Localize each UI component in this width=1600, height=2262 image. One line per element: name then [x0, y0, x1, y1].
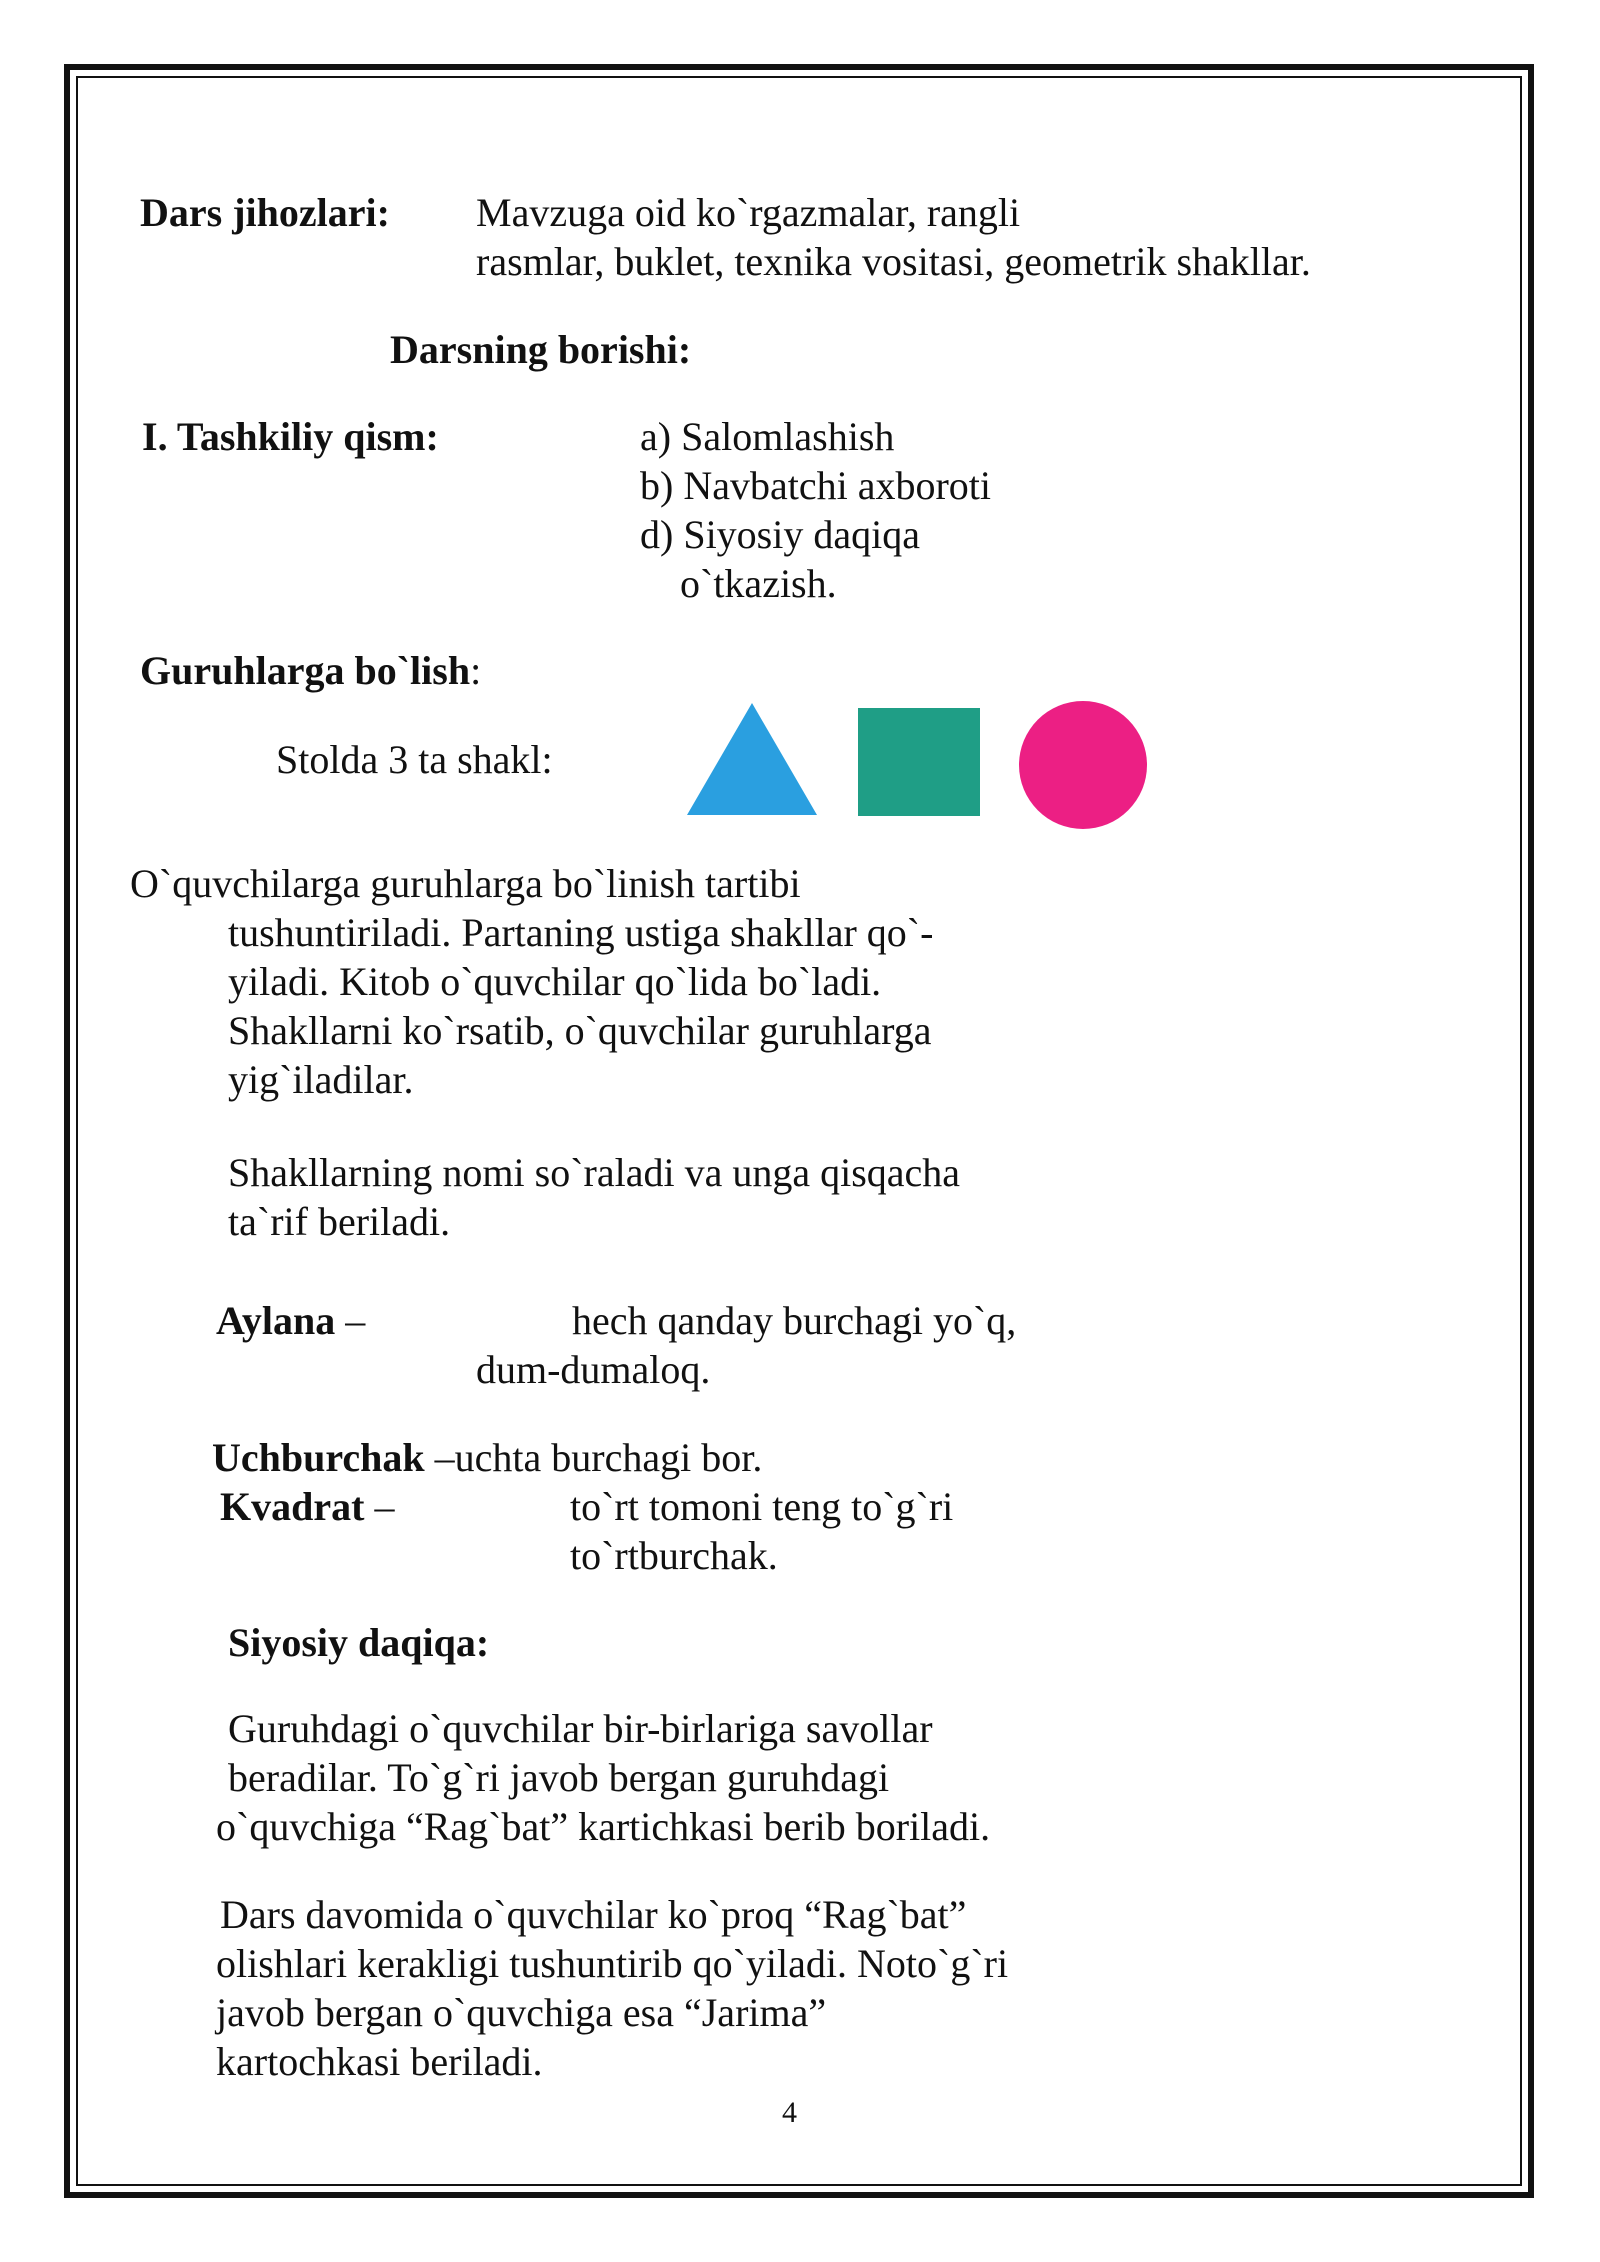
- circle-definition-line-2: dum-dumaloq.: [476, 1347, 711, 1392]
- square-dash: –: [364, 1484, 395, 1529]
- triangle-term: Uchburchak: [212, 1435, 425, 1480]
- definition-square: [220, 1482, 394, 1531]
- org-item-d: d) Siyosiy daqiqa: [640, 512, 920, 557]
- triangle-shape: [684, 700, 820, 818]
- grouping-heading: [140, 646, 481, 695]
- page-number: 4: [782, 2096, 797, 2129]
- paragraph-1-line-5: yig`iladilar.: [228, 1057, 414, 1102]
- paragraph-3-line-2: beradilar. To`g`ri javob bergan guruhdagi: [228, 1755, 890, 1800]
- org-item-b: b) Navbatchi axboroti: [640, 463, 991, 508]
- definition-circle: [216, 1296, 365, 1345]
- square-definition-line-2: to`rtburchak.: [570, 1533, 778, 1578]
- grouping-colon: :: [470, 648, 482, 693]
- paragraph-4-line-1: Dars davomida o`quvchilar ko`proq “Rag`bat”: [220, 1892, 967, 1937]
- lesson-heading: Darsning borishi:: [390, 327, 692, 372]
- org-part-label: I. Tashkiliy qism:: [142, 414, 439, 459]
- equipment-line-1: Mavzuga oid ko`rgazmalar, rangli: [476, 190, 1021, 235]
- paragraph-3-line-3: o`quvchiga “Rag`bat” kartichkasi berib boriladi.: [216, 1804, 991, 1849]
- paragraph-1-line-2: tushuntiriladi. Partaning ustiga shakllar qo`-: [228, 910, 934, 955]
- circle-term: Aylana: [216, 1298, 336, 1343]
- org-item-d-cont: o`tkazish.: [680, 561, 837, 606]
- circle-shape: [1016, 698, 1150, 832]
- page-border-inner: [76, 76, 1522, 2186]
- paragraph-4-line-3: javob bergan o`quvchiga esa “Jarima”: [216, 1990, 827, 2035]
- square-shape: [858, 708, 980, 816]
- paragraph-2-line-2: ta`rif beriladi.: [228, 1199, 451, 1244]
- org-item-a: a) Salomlashish: [640, 414, 895, 459]
- circle-fill: [1019, 701, 1147, 829]
- square-term: Kvadrat: [220, 1484, 365, 1529]
- equipment-label: Dars jihozlari:: [140, 190, 390, 235]
- paragraph-2-line-1: Shakllarning nomi so`raladi va unga qisqacha: [228, 1150, 961, 1195]
- square-definition-line-1: to`rt tomoni teng to`g`ri: [570, 1484, 954, 1529]
- triangle-fill: [687, 703, 817, 815]
- definition-triangle: [212, 1433, 762, 1482]
- circle-definition-line-1: hech qanday burchagi yo`q,: [572, 1298, 1017, 1343]
- circle-dash: –: [335, 1298, 366, 1343]
- paragraph-3-line-1: Guruhdagi o`quvchilar bir-birlariga savollar: [228, 1706, 933, 1751]
- shapes-label: Stolda 3 ta shakl:: [276, 737, 553, 782]
- paragraph-1-line-3: yiladi. Kitob o`quvchilar qo`lida bo`ladi.: [228, 959, 882, 1004]
- triangle-definition: –uchta burchagi bor.: [424, 1435, 763, 1480]
- equipment-line-2: rasmlar, buklet, texnika vositasi, geometrik shakllar.: [476, 239, 1311, 284]
- paragraph-1-line-4: Shakllarni ko`rsatib, o`quvchilar guruhlarga: [228, 1008, 932, 1053]
- grouping-label: Guruhlarga bo`lish: [140, 648, 471, 693]
- paragraph-4-line-4: kartochkasi beriladi.: [216, 2039, 543, 2084]
- square-fill: [858, 708, 980, 816]
- paragraph-1-line-1: O`quvchilarga guruhlarga bo`linish tartibi: [130, 861, 801, 906]
- paragraph-4-line-2: olishlari kerakligi tushuntirib qo`yiladi. Noto`g`ri: [216, 1941, 1009, 1986]
- political-minute-heading: Siyosiy daqiqa:: [228, 1620, 490, 1665]
